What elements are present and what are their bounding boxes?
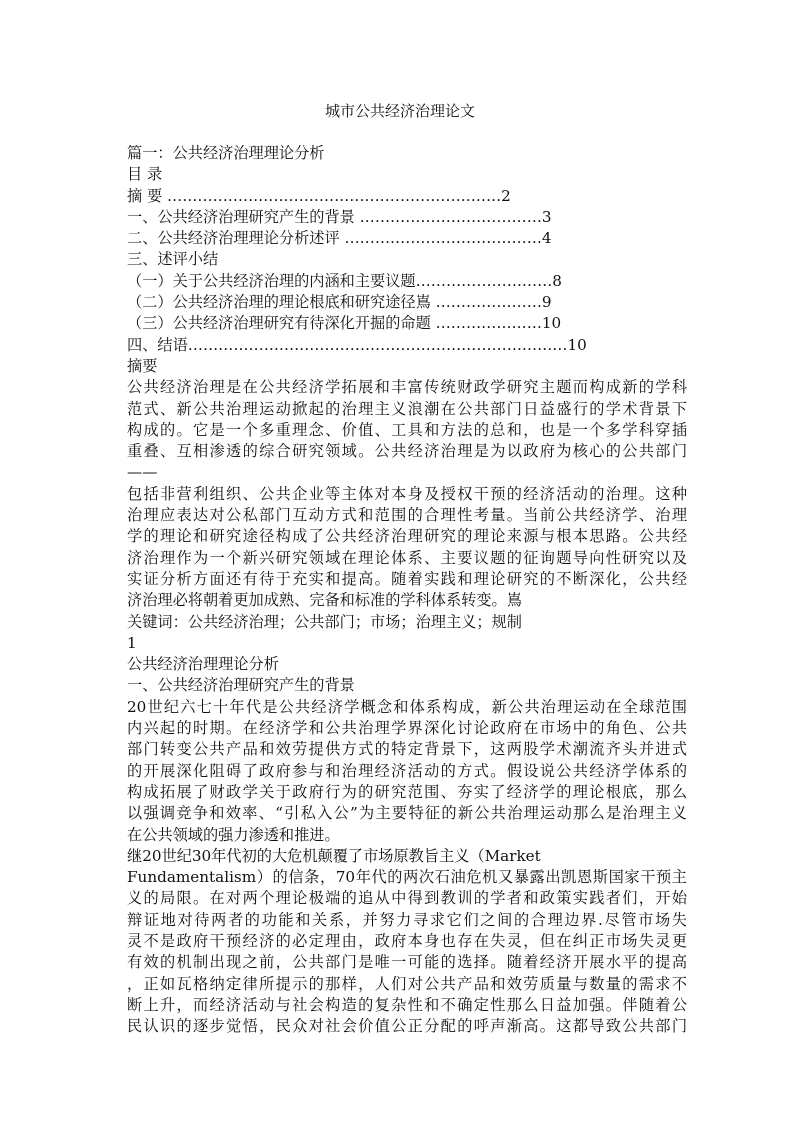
text-line: 以强调竞争和效率、“引私入公”为主要特征的新公共治理运动那么是治理主义 bbox=[127, 804, 687, 823]
text-line: 四、结语…………………………………………………………………10 bbox=[127, 335, 587, 354]
text-line: 灵不是政府干预经济的必定理由，政府本身也存在失灵，但在纠正市场失灵更 bbox=[127, 931, 687, 950]
text-line: 包括非营利组织、公共企业等主体对本身及授权干预的经济活动的治理。这种 bbox=[127, 484, 687, 503]
text-line: 实证分析方面还有待于充实和提高。随着实践和理论研究的不断深化，公共经 bbox=[127, 569, 687, 588]
text-line: 辩证地对待两者的功能和关系，并努力寻求它们之间的合理边界.尽管市场失 bbox=[127, 910, 687, 929]
text-line: 构成拓展了财政学关于政府行为的研究范围、夯实了经济学的理论根底，那么 bbox=[127, 782, 687, 801]
document-title: 城市公共经济治理论文 bbox=[324, 102, 475, 120]
text-line: 一、公共经济治理研究产生的背景 ………………………………3 bbox=[127, 207, 552, 226]
text-line: （一）关于公共经济治理的内涵和主要议题………………………8 bbox=[127, 271, 562, 290]
text-line: 二、公共经济治理理论分析述评 …………………………………4 bbox=[127, 229, 552, 248]
text-line: ，正如瓦格纳定律所提示的那样，人们对公共产品和效劳质量与数量的需求不 bbox=[127, 974, 687, 993]
text-line: （二）公共经济治理的理论根底和研究途径嶌 …………………9 bbox=[127, 293, 552, 312]
document-body bbox=[127, 143, 687, 1037]
text-line: 有效的机制出现之前，公共部门是唯一可能的选择。随着经济开展水平的提高 bbox=[127, 953, 687, 972]
text-line: 部门转变公共产品和效劳提供方式的特定背景下，这两股学术潮流齐头并进式 bbox=[127, 740, 687, 759]
text-line: 继20世纪30年代初的大危机颠覆了市场原教旨主义（Market bbox=[127, 846, 541, 865]
text-line: 目 录 bbox=[127, 165, 163, 184]
text-line: 断上升，而经济活动与社会构造的复杂性和不确定性那么日益加强。伴随着公 bbox=[127, 995, 687, 1014]
text-line: 治理应表达对公私部门互动方式和范围的合理性考量。当前公共经济学、治理 bbox=[127, 506, 687, 525]
text-line: 摘 要 …………………………………………………………2 bbox=[127, 186, 511, 205]
text-line: —— bbox=[127, 463, 158, 482]
text-line: 义的局限。在对两个理论极端的追从中得到教训的学者和政策实践者们，开始 bbox=[127, 889, 687, 908]
text-line: 20世纪六七十年代是公共经济学概念和体系构成，新公共治理运动在全球范围 bbox=[127, 697, 687, 716]
text-line: 公共经济治理是在公共经济学拓展和丰富传统财政学研究主题而构成新的学科 bbox=[127, 378, 687, 397]
text-line: 一、公共经济治理研究产生的背景 bbox=[127, 676, 355, 695]
text-line: 篇一：公共经济治理理论分析 bbox=[127, 144, 325, 162]
text-line: 关键词：公共经济治理；公共部门；市场；治理主义；规制 bbox=[127, 612, 522, 631]
text-line: 在公共领域的强力渗透和推进。 bbox=[127, 825, 340, 844]
text-line: 的开展深化阻碍了政府参与和治理经济活动的方式。假设说公共经济学体系的 bbox=[127, 761, 687, 780]
text-line: 摘要 bbox=[127, 356, 158, 375]
text-line: Fundamentalism）的信条，70年代的两次石油危机又暴露出凯恩斯国家干预主 bbox=[127, 868, 687, 887]
text-line: 三、述评小结 bbox=[127, 250, 219, 269]
text-line: 公共经济治理理论分析 bbox=[127, 655, 279, 674]
text-line: 1 bbox=[127, 633, 137, 652]
text-line: （三）公共经济治理研究有待深化开掘的命题 …………………10 bbox=[127, 314, 562, 333]
text-line: 民认识的逐步觉悟，民众对社会价值公正分配的呼声渐高。这都导致公共部门 bbox=[127, 1017, 687, 1036]
text-line: 范式、新公共治理运动掀起的治理主义浪潮在公共部门日益盛行的学术背景下 bbox=[127, 399, 687, 418]
text-line: 学的理论和研究途径构成了公共经济治理研究的理论来源与根本思路。公共经 bbox=[127, 527, 687, 546]
text-line: 重叠、互相渗透的综合研究领域。公共经济治理是为以政府为核心的公共部门 bbox=[127, 442, 687, 461]
text-line: 构成的。它是一个多重理念、价值、工具和方法的总和，也是一个多学科穿插 bbox=[127, 420, 687, 439]
text-line: 济治理必将朝着更加成熟、完备和标准的学科体系转变。嶌 bbox=[127, 591, 522, 610]
text-line: 济治理作为一个新兴研究领域在理论体系、主要议题的征询题导向性研究以及 bbox=[127, 548, 687, 567]
text-line: 内兴起的时期。在经济学和公共治理学界深化讨论政府在市场中的角色、公共 bbox=[127, 719, 687, 738]
